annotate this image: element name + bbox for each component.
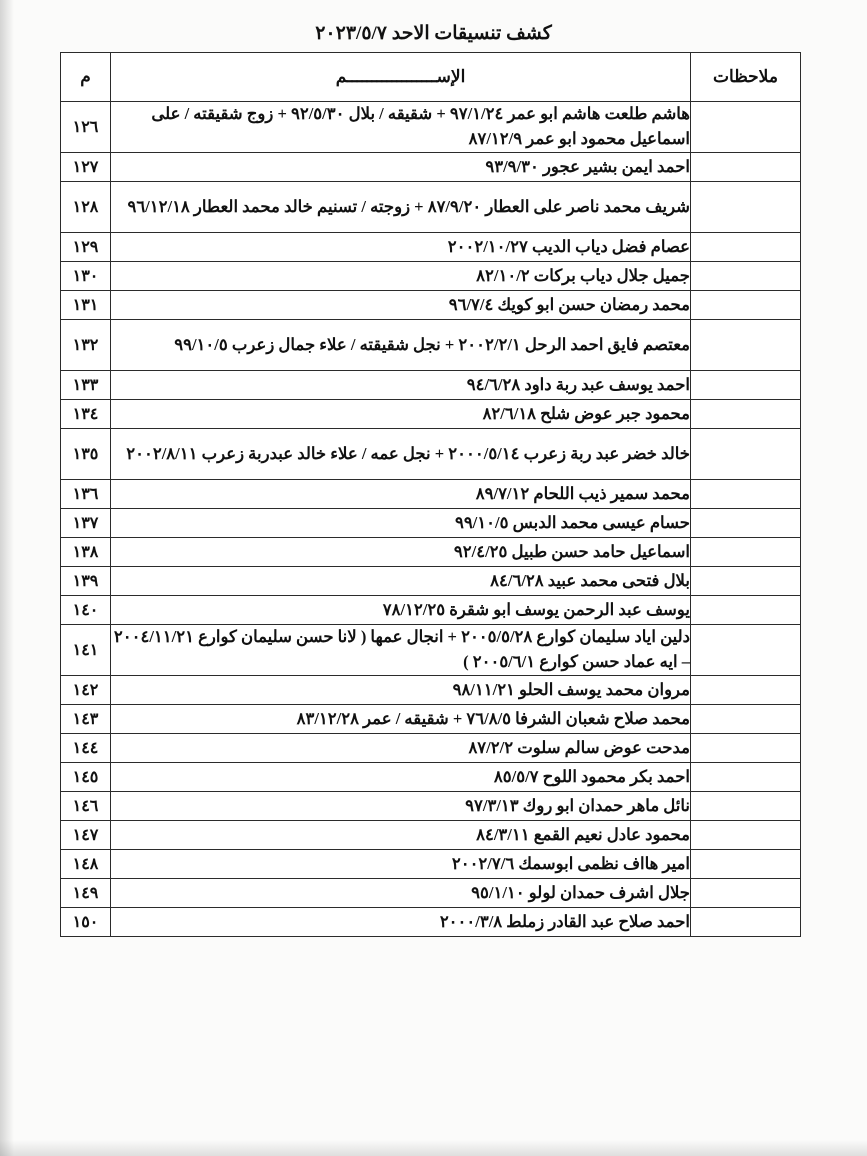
cell-number: ١٣٧ xyxy=(61,509,111,538)
table-row xyxy=(61,850,801,879)
cell-number: ١٤٢ xyxy=(61,676,111,705)
cell-number: ١٣١ xyxy=(61,291,111,320)
cell-name xyxy=(111,262,691,291)
cell-name-text: احمد يوسف عبد ربة داود ٩٤/٦/٢٨ xyxy=(466,374,690,394)
cell-notes xyxy=(691,262,801,291)
cell-notes xyxy=(691,233,801,262)
cell-name-text: محمود جبر عوض شلح ٨٢/٦/١٨ xyxy=(482,403,690,423)
cell-name-text: عصام فضل دياب الديب ٢٠٠٢/١٠/٢٧ xyxy=(447,236,690,256)
cell-notes xyxy=(691,763,801,792)
cell-name-text: نائل ماهر حمدان ابو روك ٩٧/٣/١٣ xyxy=(465,795,690,815)
cell-notes xyxy=(691,625,801,676)
cell-number: ١٤٣ xyxy=(61,705,111,734)
table-row xyxy=(61,233,801,262)
cell-name xyxy=(111,509,691,538)
cell-name xyxy=(111,625,691,676)
cell-name-text: جلال اشرف حمدان لولو ٩٥/١/١٠ xyxy=(471,882,690,902)
cell-name-text: احمد صلاح عبد القادر زملط ٢٠٠٠/٣/٨ xyxy=(439,911,690,931)
table-row xyxy=(61,734,801,763)
cell-name-text: حسام عيسى محمد الدبس ٩٩/١٠/٥ xyxy=(454,512,690,532)
cell-notes xyxy=(691,538,801,567)
cell-name-text: محمد رمضان حسن ابو كويك ٩٦/٧/٤ xyxy=(448,294,690,314)
cell-notes xyxy=(691,734,801,763)
cell-number: ١٤٤ xyxy=(61,734,111,763)
cell-name xyxy=(111,596,691,625)
cell-notes xyxy=(691,509,801,538)
cell-number: ١٤١ xyxy=(61,625,111,676)
cell-name xyxy=(111,371,691,400)
cell-name xyxy=(111,850,691,879)
table-row xyxy=(61,509,801,538)
cell-name xyxy=(111,233,691,262)
cell-name-text: مروان محمد يوسف الحلو ٩٨/١١/٢١ xyxy=(452,679,690,699)
table-row xyxy=(61,429,801,480)
cell-notes xyxy=(691,320,801,371)
cell-number: ١٤٧ xyxy=(61,821,111,850)
page-bottom-shadow xyxy=(0,1140,867,1156)
column-header-number: م xyxy=(61,53,111,102)
cell-number: ١٣٨ xyxy=(61,538,111,567)
cell-notes xyxy=(691,821,801,850)
cell-notes xyxy=(691,400,801,429)
cell-number: ١٣٦ xyxy=(61,480,111,509)
cell-number: ١٣٠ xyxy=(61,262,111,291)
table-row xyxy=(61,320,801,371)
table-row xyxy=(61,908,801,937)
table-header xyxy=(61,53,801,102)
table-row xyxy=(61,182,801,233)
table-row xyxy=(61,480,801,509)
cell-notes xyxy=(691,429,801,480)
cell-number: ١٢٦ xyxy=(61,102,111,153)
cell-notes xyxy=(691,182,801,233)
cell-number: ١٢٨ xyxy=(61,182,111,233)
cell-name-text: شريف محمد ناصر على العطار ٨٧/٩/٢٠ + زوجته / تسنيم خالد محمد العطار ٩٦/١٢/١٨ xyxy=(127,196,690,216)
cell-name xyxy=(111,429,691,480)
cell-name-text: هاشم طلعت هاشم ابو عمر ٩٧/١/٢٤ + شقيقه / بلال ٩٢/٥/٣٠ + زوج شقيقته / على اسماعيل محمود ابو عمر ٨٧/١٢/٩ xyxy=(151,104,690,148)
cell-name xyxy=(111,182,691,233)
table-row xyxy=(61,102,801,153)
cell-notes xyxy=(691,102,801,153)
cell-name xyxy=(111,567,691,596)
cell-name-text: معتصم فايق احمد الرحل ٢٠٠٢/٢/١ + نجل شقيقته / علاء جمال زعرب ٩٩/١٠/٥ xyxy=(174,334,690,354)
cell-notes xyxy=(691,850,801,879)
table-row xyxy=(61,763,801,792)
cell-name xyxy=(111,400,691,429)
cell-number: ١٣٣ xyxy=(61,371,111,400)
cell-name xyxy=(111,320,691,371)
cell-notes xyxy=(691,879,801,908)
cell-name xyxy=(111,734,691,763)
cell-number: ١٤٩ xyxy=(61,879,111,908)
cell-notes xyxy=(691,371,801,400)
cell-name-text: محمود عادل نعيم القمع ٨٤/٣/١١ xyxy=(476,824,690,844)
table-row xyxy=(61,879,801,908)
cell-name-text: جميل جلال دياب بركات ٨٢/١٠/٢ xyxy=(476,265,690,285)
cell-notes xyxy=(691,291,801,320)
column-header-name: الإســــــــــــــــــم xyxy=(111,53,691,102)
table-row xyxy=(61,596,801,625)
cell-name-text: اسماعيل حامد حسن طبيل ٩٢/٤/٢٥ xyxy=(453,541,690,561)
page-title: كشف تنسيقات الاحد ٢٠٢٣/٥/٧ xyxy=(315,23,552,44)
cell-number: ١٣٩ xyxy=(61,567,111,596)
cell-number: ١٤٥ xyxy=(61,763,111,792)
cell-number: ١٣٢ xyxy=(61,320,111,371)
cell-name xyxy=(111,908,691,937)
coordination-table xyxy=(60,52,801,937)
cell-name xyxy=(111,676,691,705)
cell-notes xyxy=(691,676,801,705)
cell-name-text: دلين اياد سليمان كوارع ٢٠٠٥/٥/٢٨ + انجال عمها ( لانا حسن سليمان كوارع ٢٠٠٤/١١/٢١ – ايه عماد حسن كوارع ٢٠٠٥/٦/١ ) xyxy=(113,627,690,671)
cell-name-text: احمد بكر محمود اللوح ٨٥/٥/٧ xyxy=(493,766,690,786)
cell-notes xyxy=(691,480,801,509)
cell-name xyxy=(111,879,691,908)
cell-notes xyxy=(691,596,801,625)
cell-name xyxy=(111,705,691,734)
cell-name-text: بلال فتحى محمد عبيد ٨٤/٦/٢٨ xyxy=(490,570,690,590)
table-body xyxy=(61,102,801,937)
cell-number: ١٢٩ xyxy=(61,233,111,262)
cell-notes xyxy=(691,153,801,182)
table-row xyxy=(61,291,801,320)
column-header-notes: ملاحظات xyxy=(691,53,801,102)
cell-name xyxy=(111,792,691,821)
cell-name-text: محمد سمير ذيب اللحام ٨٩/٧/١٢ xyxy=(475,483,690,503)
cell-name xyxy=(111,102,691,153)
cell-notes xyxy=(691,792,801,821)
table-row xyxy=(61,400,801,429)
table-row xyxy=(61,676,801,705)
cell-number: ١٣٥ xyxy=(61,429,111,480)
cell-name xyxy=(111,480,691,509)
table-row xyxy=(61,625,801,676)
table-row xyxy=(61,821,801,850)
cell-name-text: احمد ايمن بشير عجور ٩٣/٩/٣٠ xyxy=(485,156,690,176)
cell-notes xyxy=(691,567,801,596)
cell-name xyxy=(111,538,691,567)
table-header-row xyxy=(61,53,801,102)
table-row xyxy=(61,153,801,182)
cell-number: ١٢٧ xyxy=(61,153,111,182)
table-row xyxy=(61,262,801,291)
cell-number: ١٣٤ xyxy=(61,400,111,429)
table-row xyxy=(61,705,801,734)
cell-name-text: خالد خضر عبد ربة زعرب ٢٠٠٠/٥/١٤ + نجل عمه / علاء خالد عبدربة زعرب ٢٠٠٢/٨/١١ xyxy=(126,443,690,463)
table-row xyxy=(61,792,801,821)
cell-name xyxy=(111,291,691,320)
cell-name xyxy=(111,821,691,850)
cell-number: ١٤٠ xyxy=(61,596,111,625)
page-edge-shadow xyxy=(0,0,14,1156)
cell-name xyxy=(111,763,691,792)
cell-name-text: يوسف عبد الرحمن يوسف ابو شقرة ٧٨/١٢/٢٥ xyxy=(382,599,690,619)
cell-name xyxy=(111,153,691,182)
cell-number: ١٤٨ xyxy=(61,850,111,879)
cell-name-text: امير هااف نظمى ابوسمك ٢٠٠٢/٧/٦ xyxy=(451,853,690,873)
table-row xyxy=(61,371,801,400)
cell-number: ١٥٠ xyxy=(61,908,111,937)
cell-name-text: محمد صلاح شعبان الشرفا ٧٦/٨/٥ + شقيقه / عمر ٨٣/١٢/٢٨ xyxy=(296,708,690,728)
cell-notes xyxy=(691,705,801,734)
cell-name-text: مدحت عوض سالم سلوت ٨٧/٢/٢ xyxy=(468,737,690,757)
table-row xyxy=(61,567,801,596)
table-row xyxy=(61,538,801,567)
cell-number: ١٤٦ xyxy=(61,792,111,821)
coordination-table-wrapper xyxy=(61,52,801,937)
cell-notes xyxy=(691,908,801,937)
